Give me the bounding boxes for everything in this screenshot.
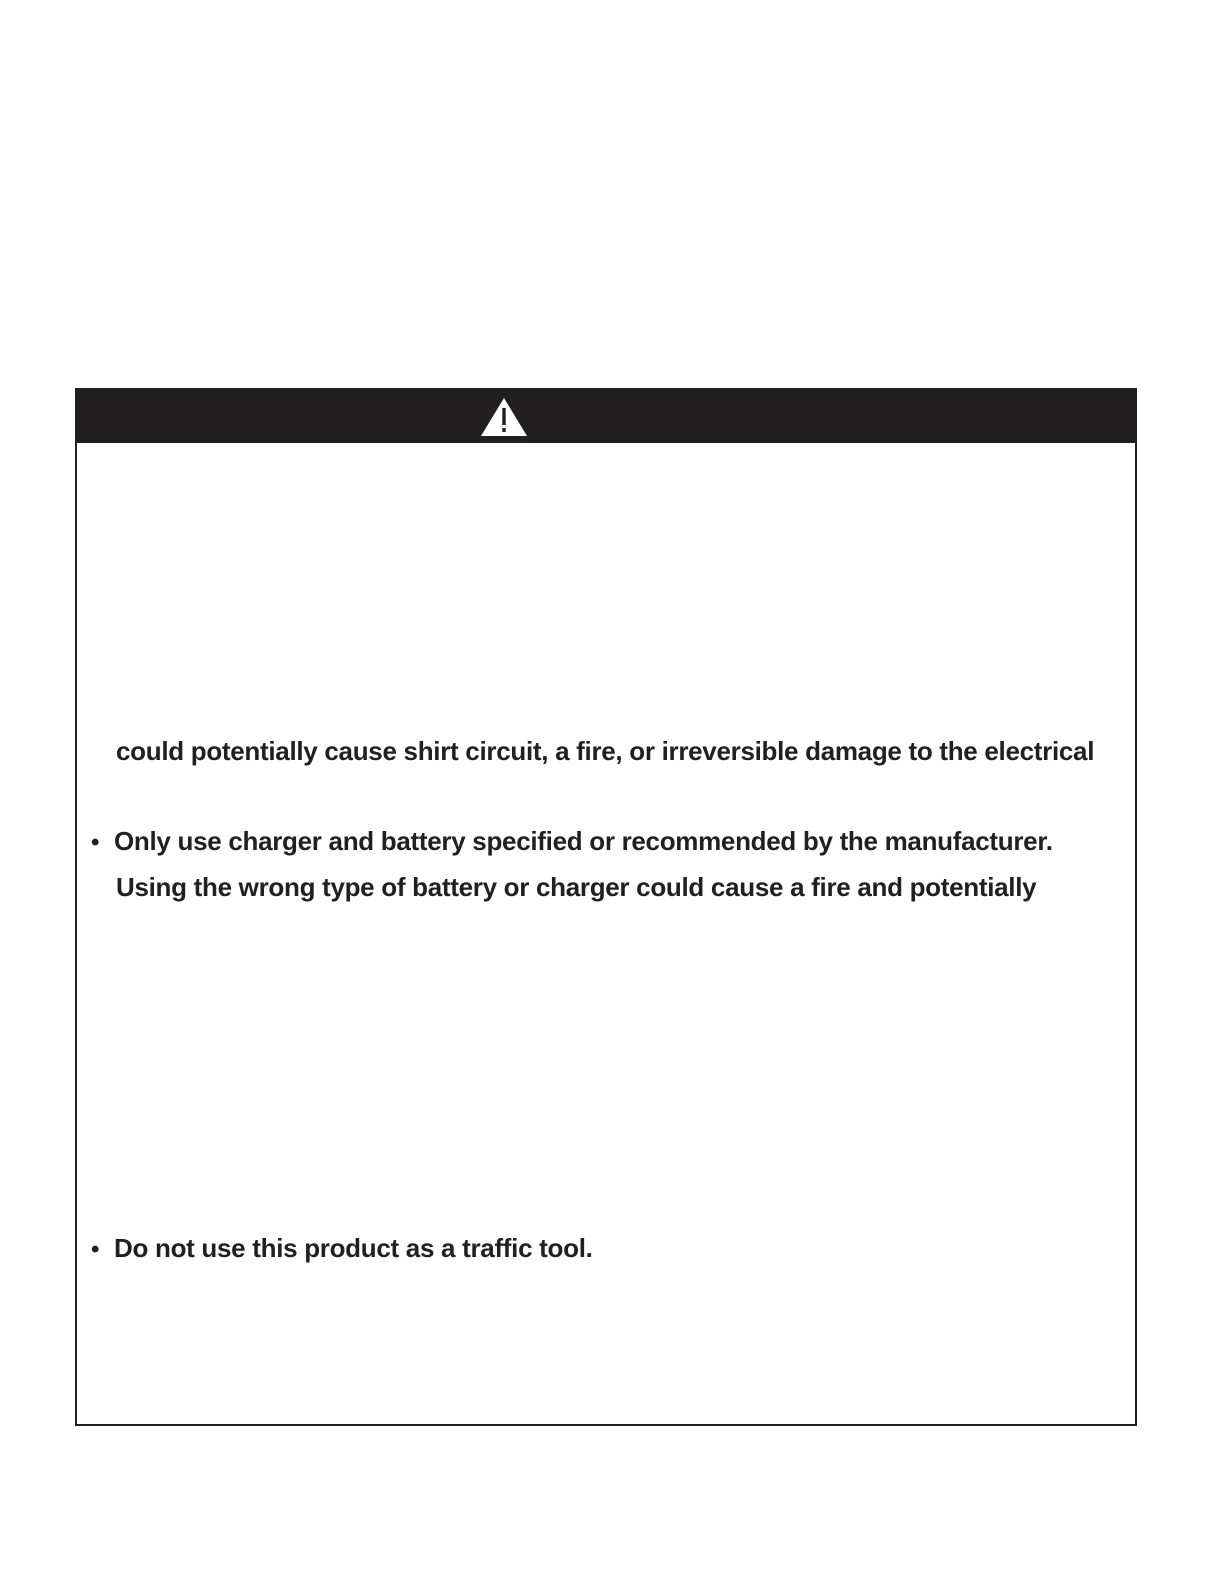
continuation-text-line: could potentially cause shirt circuit, a fire, or irreversible damage to the electrical	[116, 736, 1095, 766]
bullet-marker: •	[91, 1236, 100, 1263]
warning-triangle-icon	[479, 396, 529, 438]
bullet-traffic-tool-line: Do not use this product as a traffic tool.	[114, 1233, 593, 1263]
warning-header-bar	[77, 390, 1135, 443]
bullet-charger-line-2: Using the wrong type of battery or charger could cause a fire and potentially	[116, 872, 1037, 902]
warning-box	[75, 388, 1137, 1426]
bullet-marker: •	[91, 829, 100, 856]
bullet-charger-line-1: Only use charger and battery specified or recommended by the manufacturer.	[114, 826, 1053, 856]
